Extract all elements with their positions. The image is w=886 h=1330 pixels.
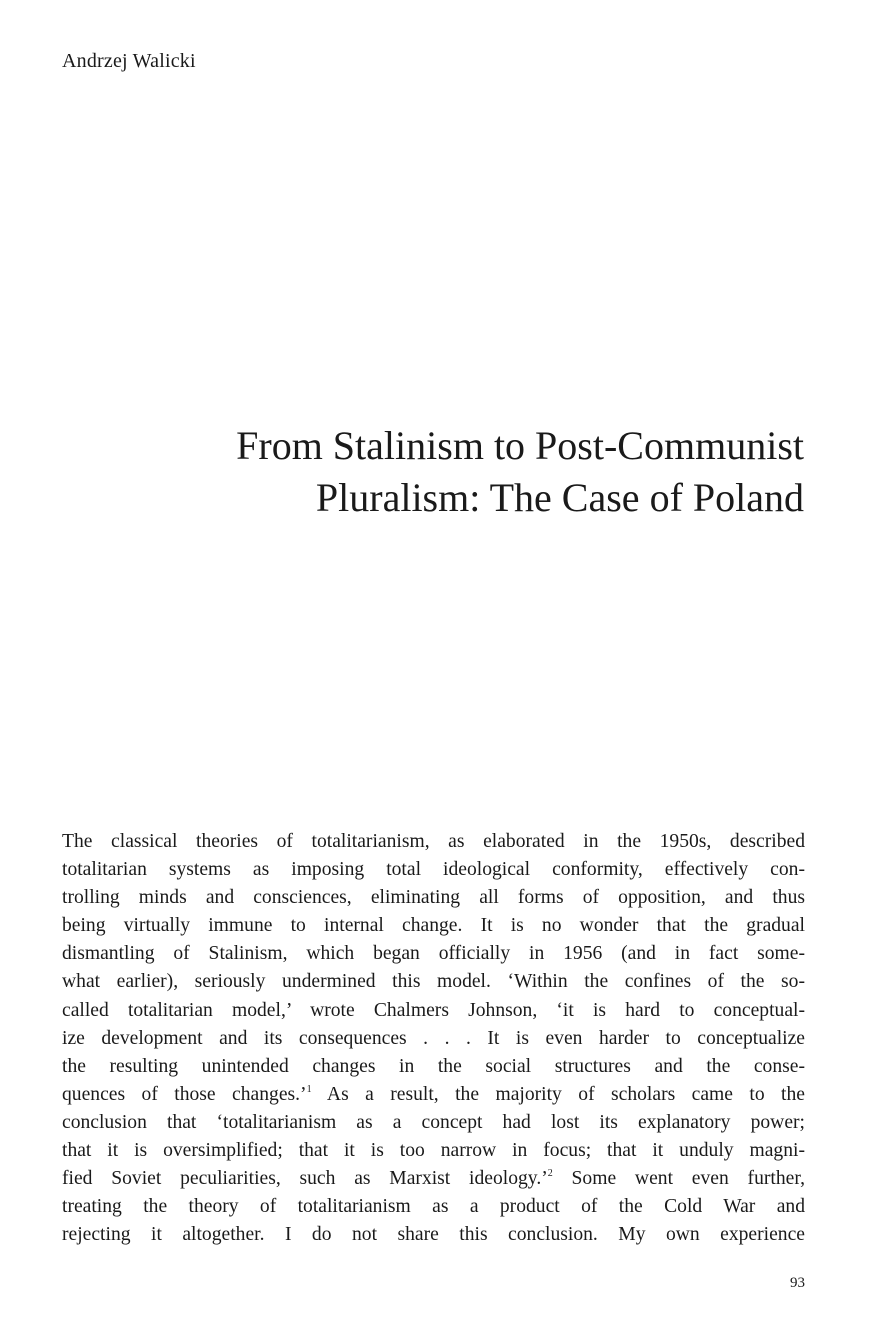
body-line: called totalitarian model,’ wrote Chalmers Johnson, ‘it is hard to conceptual- xyxy=(62,999,805,1021)
body-line: the resulting unintended changes in the social structures and the conse- xyxy=(62,1055,805,1077)
body-line: rejecting it altogether. I do not share this conclusion. My own experience xyxy=(62,1224,805,1246)
body-line: trolling minds and consciences, eliminating all forms of opposition, and thus xyxy=(62,887,805,909)
running-head-author: Andrzej Walicki xyxy=(62,50,196,72)
body-line-with-footnote-1 xyxy=(62,1081,805,1109)
footnote-marker-1[interactable]: 1 xyxy=(306,1083,312,1095)
body-text-segment: fied Soviet peculiarities, such as Marxist ideology.’ xyxy=(62,1168,548,1190)
footnote-marker-2[interactable]: 2 xyxy=(547,1168,553,1180)
body-line: treating the theory of totalitarianism as a product of the Cold War and xyxy=(62,1196,805,1218)
body-text-segment: As a result, the majority of scholars came to the xyxy=(311,1083,805,1105)
body-line: dismantling of Stalinism, which began officially in 1956 (and in fact some- xyxy=(62,943,805,965)
title-line-2: Pluralism: The Case of Poland xyxy=(315,475,804,520)
title-line-1: From Stalinism to Post-Communist xyxy=(236,423,804,468)
body-line-with-footnote-2 xyxy=(62,1165,805,1193)
body-line: that it is oversimplified; that it is too narrow in focus; that it unduly magni- xyxy=(62,1140,805,1162)
body-text-segment: Some went even further, xyxy=(552,1168,805,1190)
article-title xyxy=(120,420,804,524)
body-line: The classical theories of totalitarianism, as elaborated in the 1950s, described xyxy=(62,831,805,852)
body-line: being virtually immune to internal change. It is no wonder that the gradual xyxy=(62,915,805,937)
page-number: 93 xyxy=(790,1275,805,1291)
body-line: ize development and its consequences . . . It is even harder to conceptualize xyxy=(62,1027,805,1049)
body-text-segment: quences of those changes.’ xyxy=(62,1083,307,1105)
body-line: what earlier), seriously undermined this model. ‘Within the confines of the so- xyxy=(62,971,805,993)
body-paragraph xyxy=(62,828,805,1249)
body-line: totalitarian systems as imposing total ideological conformity, effectively con- xyxy=(62,859,805,881)
body-line: conclusion that ‘totalitarianism as a concept had lost its explanatory power; xyxy=(62,1111,805,1133)
